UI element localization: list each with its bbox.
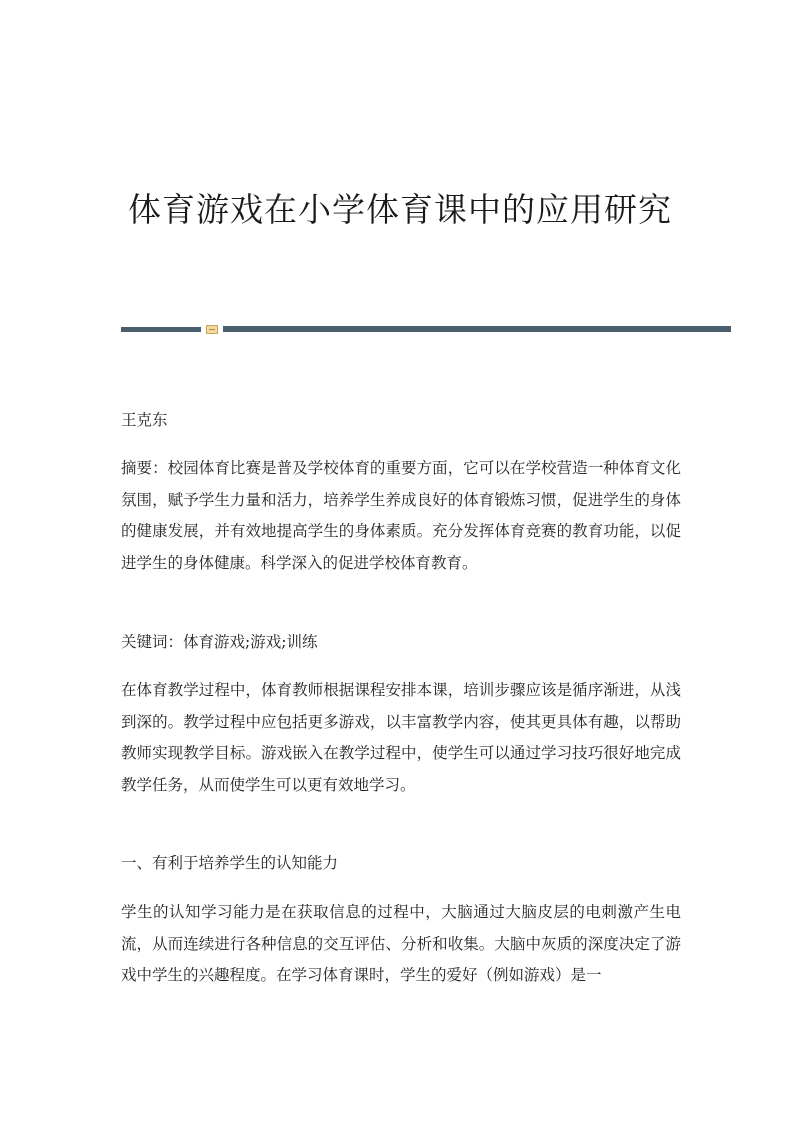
divider-ornament-icon bbox=[206, 325, 218, 334]
body-paragraph: 在体育教学过程中，体育教师根据课程安排本课，培训步骤应该是循序渐进，从浅到深的。教学过程中应包括更多游戏，以丰富教学内容，使其更具体有趣，以帮助教师实现教学目标。游戏嵌入在教学过程中，使学生可以通过学习技巧很好地完成教学任务，从而使学生可以更有效地学习。 bbox=[121, 681, 681, 794]
section-paragraph: 学生的认知学习能力是在获取信息的过程中，大脑通过大脑皮层的电刺激产生电流，从而连续进行各种信息的交互评估、分析和收集。大脑中灰质的深度决定了游戏中学生的兴趣程度。在学习体育课时，学生的爱好（例如游戏）是一 bbox=[121, 903, 681, 984]
section-heading: 一、有利于培养学生的认知能力 bbox=[121, 854, 339, 872]
keywords-line: 关键词：体育游戏;游戏;训练 bbox=[121, 633, 318, 651]
author-name: 王克东 bbox=[121, 411, 168, 429]
divider-left-bar bbox=[121, 327, 201, 332]
page-title: 体育游戏在小学体育课中的应用研究 bbox=[128, 190, 672, 229]
abstract-paragraph: 摘要：校园体育比赛是普及学校体育的重要方面，它可以在学校营造一种体育文化氛围，赋予学生力量和活力，培养学生养成良好的体育锻炼习惯，促进学生的身体的健康发展，并有效地提高学生的身体素质。充分发挥体育竞赛的教育功能，以促进学生的身体健康。科学深入的促进学校体育教育。 bbox=[121, 459, 681, 572]
title-divider bbox=[121, 325, 731, 333]
divider-right-bar bbox=[223, 326, 731, 332]
